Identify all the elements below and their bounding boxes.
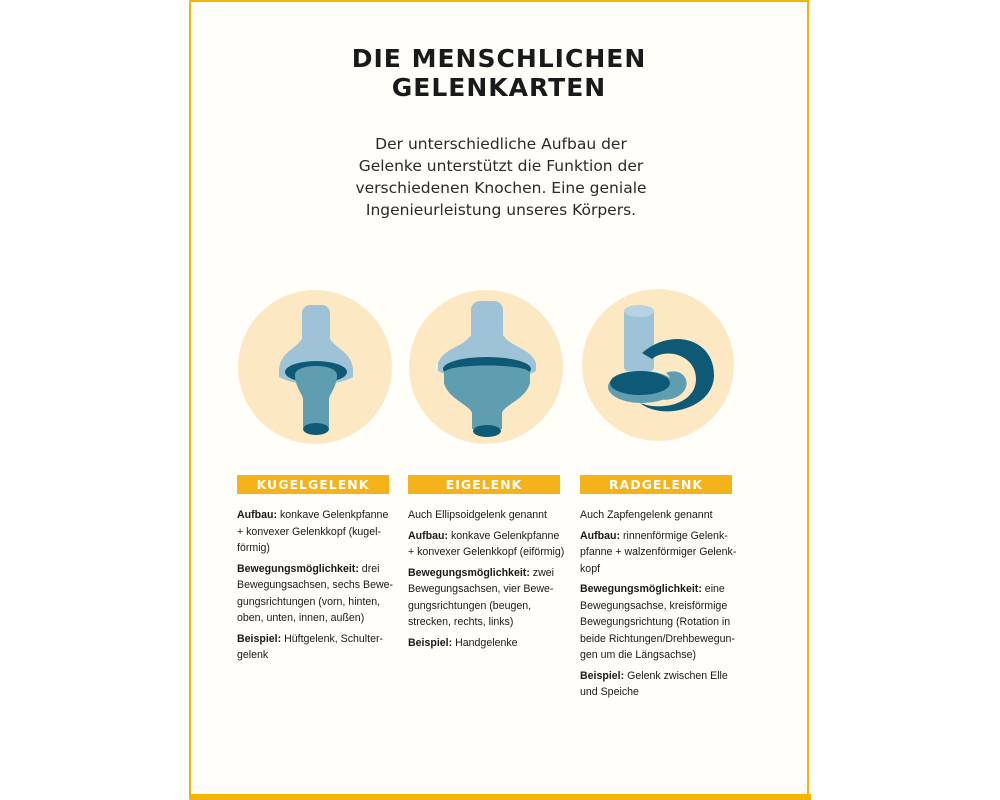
ball-joint-icon [237, 287, 397, 447]
bewegung-line: gen um die Längsachse) [580, 649, 697, 661]
intro-line: Gelenke unterstützt die Funktion der [358, 157, 644, 175]
bewegung-label: Bewegungsmöglichkeit: [580, 583, 702, 595]
aufbau-line: förmig) [237, 542, 270, 554]
joint-card-kugelgelenk [237, 287, 397, 668]
joint-description [580, 507, 740, 701]
beispiel-label: Beispiel: [580, 669, 625, 682]
title-line-1: DIE MENSCHLICHEN [351, 44, 647, 73]
aufbau-line: + konvexer Gelenkkopf (eiförmig) [408, 546, 565, 558]
joint-card-eigelenk [408, 287, 568, 655]
title-line-2: GELENKARTEN [391, 73, 607, 102]
joint-title: EIGELENK [408, 475, 560, 494]
intro-line: verschiedenen Knochen. Eine geniale [355, 179, 647, 197]
aufbau-label: Aufbau: [580, 529, 621, 542]
aufbau-label: Aufbau: [408, 529, 449, 542]
beispiel-line: Handgelenke [455, 636, 518, 649]
aufbau-line: konkave Gelenkpfanne [279, 509, 389, 521]
aufbau-line: konkave Gelenkpfanne [450, 529, 560, 542]
intro-line: Ingenieurleistung unseres Körpers. [365, 201, 637, 219]
bewegung-line: oben, unten, innen, außen) [237, 612, 365, 624]
joint-description [408, 507, 568, 651]
aufbau-line: kopf [580, 562, 601, 575]
aufbau-line: + konvexer Gelenkkopf (kugel- [237, 525, 381, 538]
joint-intro: Auch Ellipsoidgelenk genannt [408, 509, 547, 521]
bewegung-line: Bewegungsachsen, vier Bewe- [408, 583, 554, 595]
intro-text [331, 133, 671, 221]
pivot-joint-icon [580, 287, 740, 447]
beispiel-line: und Speiche [580, 686, 639, 698]
beispiel-line: Hüftgelenk, Schulter- [284, 632, 384, 645]
beispiel-line: gelenk [237, 649, 269, 661]
bewegung-line: eine [704, 583, 725, 595]
bewegung-label: Bewegungsmöglichkeit: [408, 566, 530, 579]
bewegung-line: gungsrichtungen (vorn, hinten, [237, 595, 381, 608]
joint-intro: Auch Zapfengelenk genannt [580, 509, 713, 521]
bewegung-line: drei [361, 562, 380, 575]
beispiel-label: Beispiel: [408, 636, 453, 649]
bottom-accent-bar [189, 794, 811, 800]
bewegung-line: gungsrichtungen (beugen, [408, 599, 532, 612]
aufbau-label: Aufbau: [237, 509, 278, 521]
bewegung-label: Bewegungsmöglichkeit: [237, 562, 359, 575]
page [189, 0, 809, 800]
bewegung-line: strecken, rechts, links) [408, 616, 514, 628]
bewegung-line: Bewegungsrichtung (Rotation in [580, 616, 731, 628]
aufbau-line: rinnenförmige Gelenk- [622, 529, 728, 542]
intro-line: Der unterschiedliche Aufbau der [375, 135, 627, 153]
joint-title: RADGELENK [580, 475, 732, 494]
bewegung-line: zwei [532, 566, 554, 579]
aufbau-line: pfanne + walzenförmiger Gelenk- [580, 546, 737, 558]
bewegung-line: Bewegungsachse, kreisförmige [580, 599, 728, 612]
bewegung-line: beide Richtungen/Drehbewegun- [580, 632, 735, 645]
bewegung-line: Bewegungsachsen, sechs Bewe- [237, 579, 394, 591]
page-title [191, 44, 807, 102]
ellipsoid-joint-icon [408, 287, 568, 447]
beispiel-line: Gelenk zwischen Elle [627, 669, 728, 682]
joint-title: KUGELGELENK [237, 475, 389, 494]
beispiel-label: Beispiel: [237, 632, 282, 645]
joint-card-radgelenk [580, 287, 740, 705]
joint-description [237, 507, 397, 664]
